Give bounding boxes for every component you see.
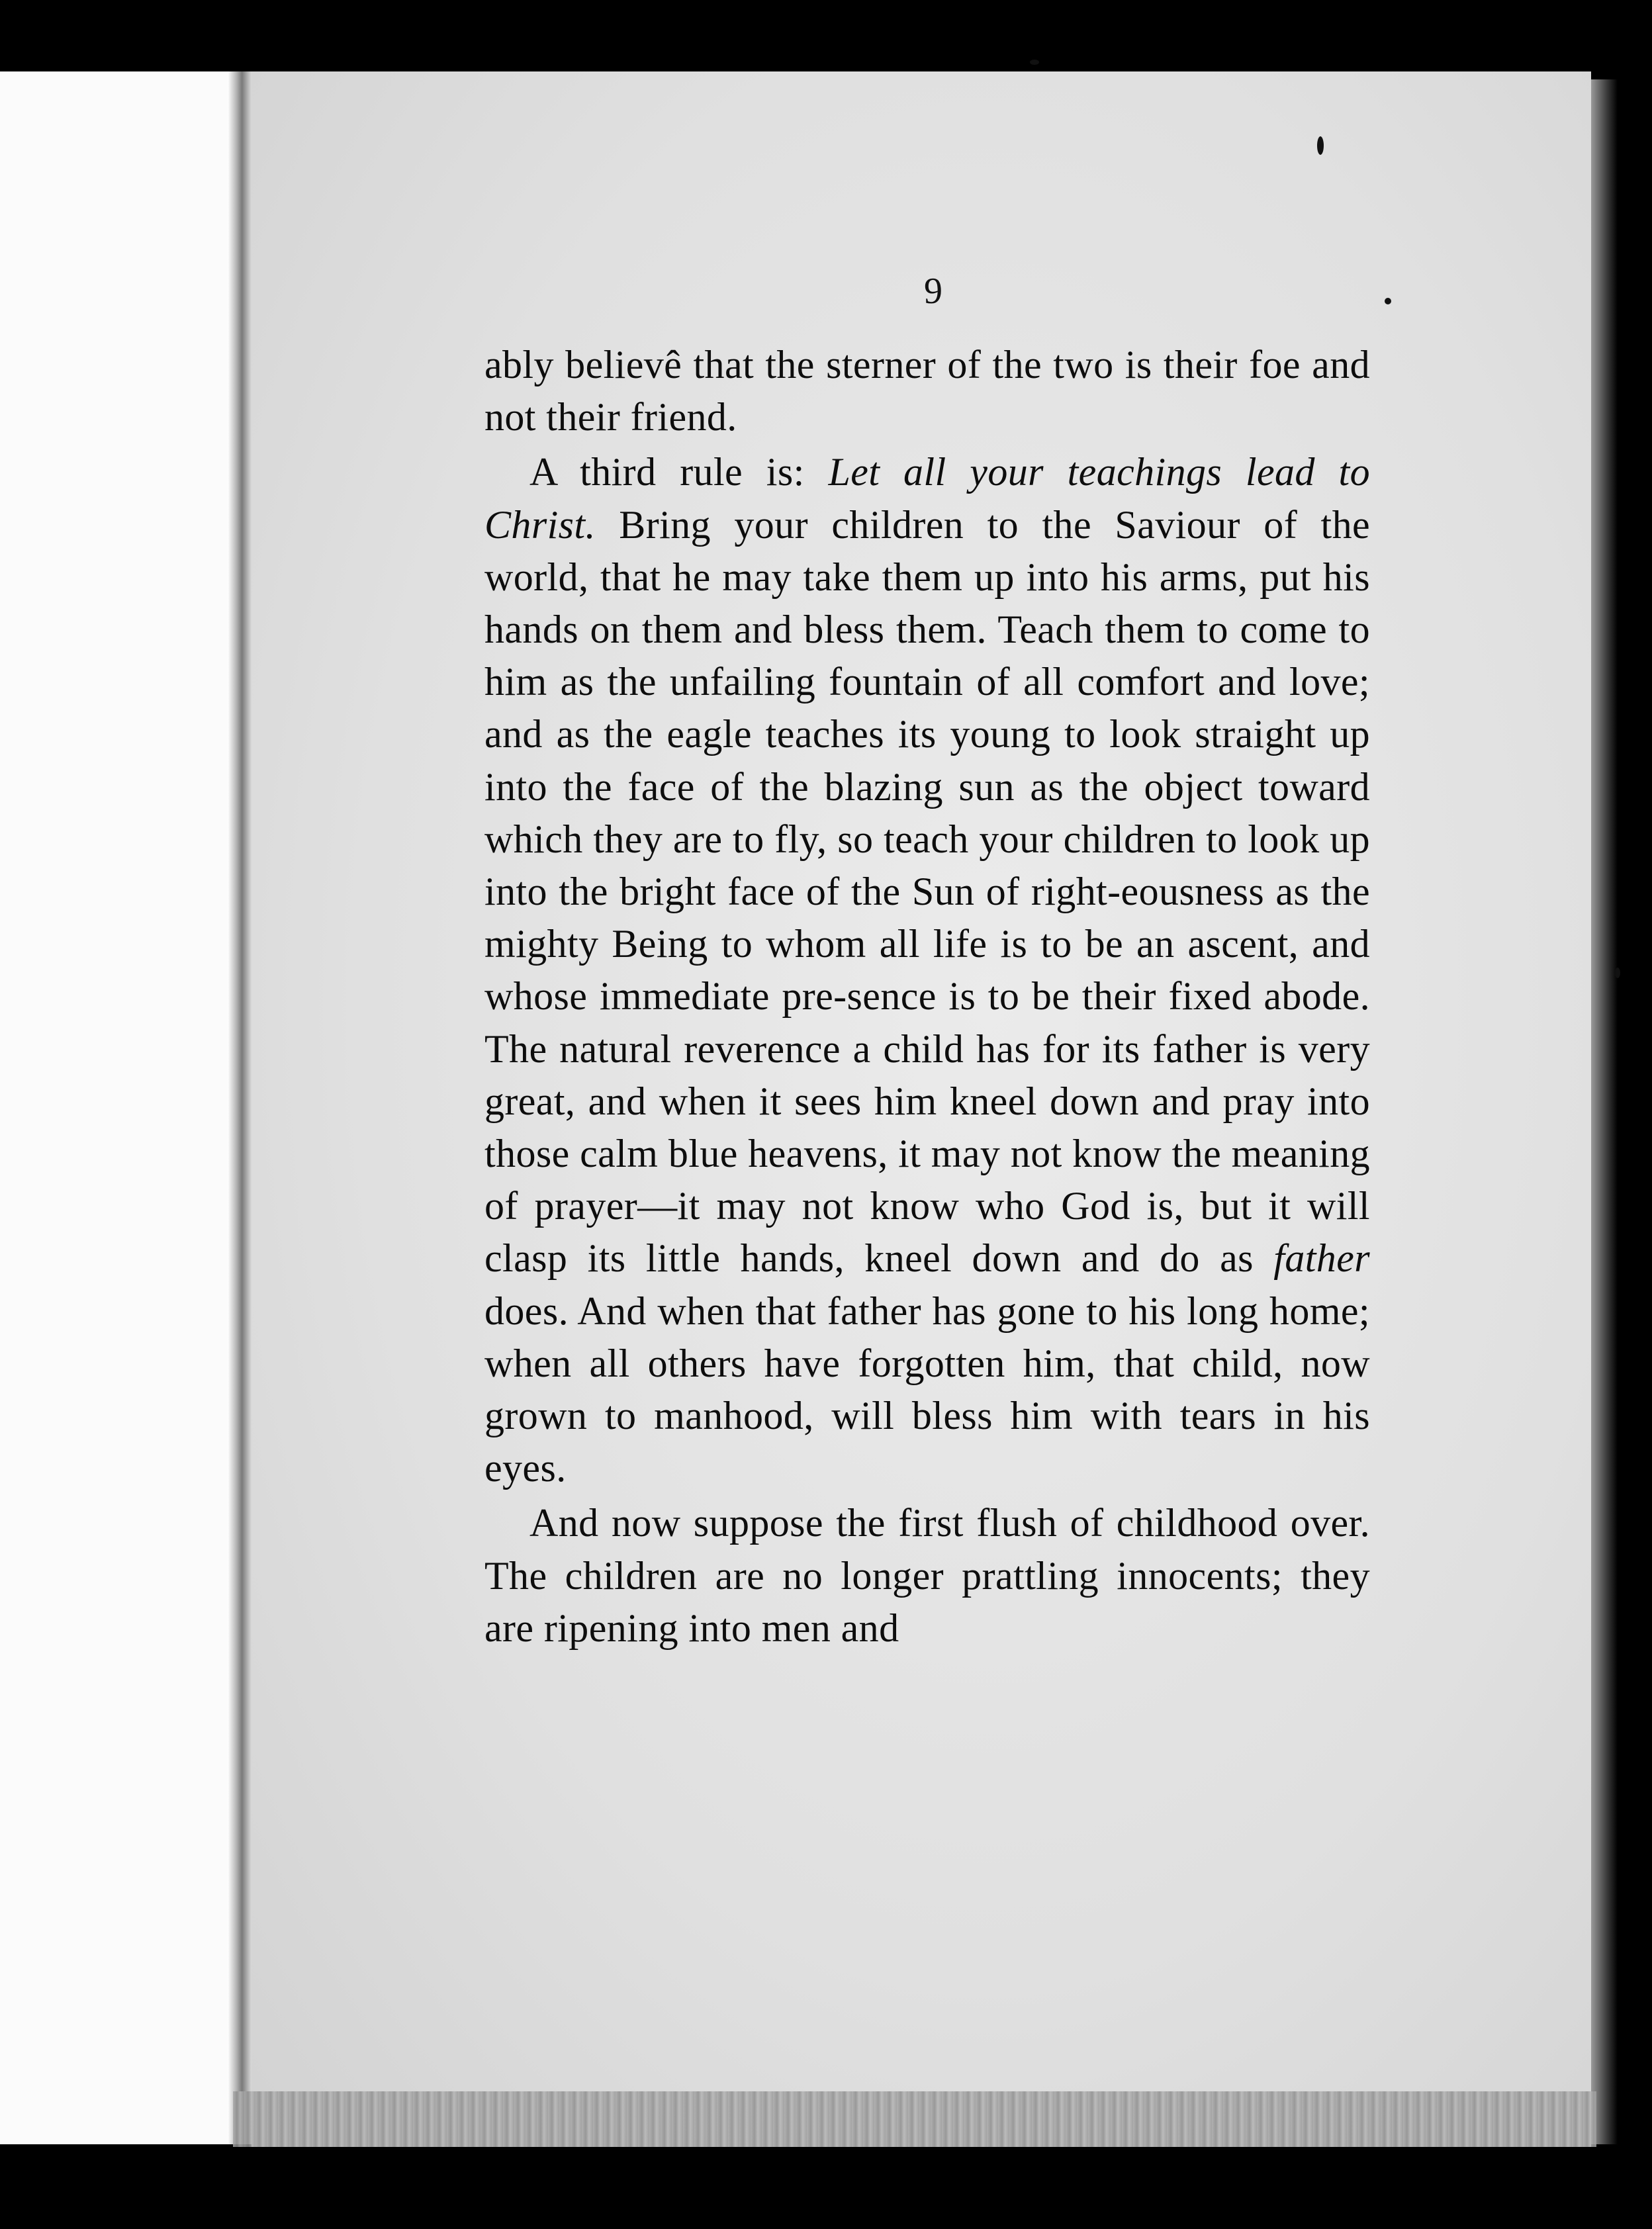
scan-speck [1615,968,1620,978]
paragraph-3-text: And now suppose the first flush of childhood over. The children are no longer prattling innocents; they are ripening into men and [484,1501,1370,1650]
scan-speck [1317,136,1324,155]
facing-page-margin [0,71,233,2144]
binding-gutter [228,71,252,2144]
scan-speck [1385,298,1391,304]
body-text [484,339,1370,1657]
paragraph-2-italic-father: father [1273,1236,1370,1281]
page-bottom-edge [233,2091,1596,2147]
paragraph-3 [484,1497,1370,1655]
page-right-edge [1591,79,1618,2144]
paragraph-2-text-c: does. And when that father has gone to his long home; when all others have forgotten him, that child, now grown to manhood, will bless him with tears in his eyes. [484,1289,1370,1490]
paragraph-2-text-b: Bring your children to the Saviour of the world, that he may take them up into his arms, put his hands on them and bless them. Teach them to come to him as the unfailing fountain of all comfort and love; and as the eagle teaches its young to look straight up into the face of the blazing sun as the object toward which they are to fly, so teach your children to look up into the bright face of the Sun of right-eousness as the mighty Being to whom all life is to be an ascent, and whose immediate pre-sence is to be their fixed abode. The natural reverence a child has for its father is very great, and when it sees him kneel down and pray into those calm blue heavens, it may not know the meaning of prayer—it may not know who God is, but it will clasp its little hands, kneel down and do as [484,502,1370,1281]
paragraph-1-text: ably believê that the sterner of the two is their foe and not their friend. [484,343,1370,439]
paragraph-2-italic-rule: Let all your teachings lead to Christ. [484,450,1370,547]
page-number: 9 [924,271,942,312]
scan-speck [1030,60,1039,65]
paragraph-2-text-a: A third rule is: [529,450,829,494]
paragraph-1 [484,339,1370,443]
paragraph-2 [484,446,1370,1494]
